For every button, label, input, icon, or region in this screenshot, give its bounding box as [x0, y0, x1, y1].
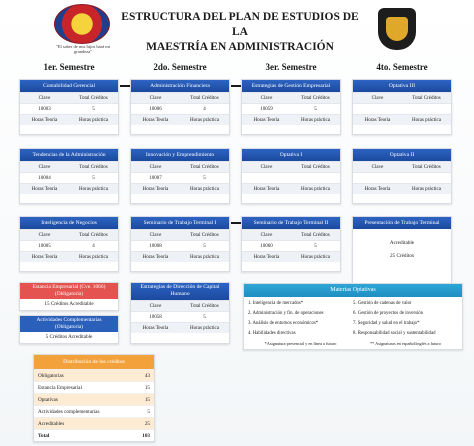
course-card: [130, 282, 230, 344]
course-card: [241, 148, 341, 204]
actividades-card: [19, 315, 119, 344]
horas-teoria-label: Horas Teoría: [364, 118, 391, 123]
creditos-label: Total Créditos: [412, 165, 441, 170]
optativa-item: 8. Responsabilidad social y sustentabilidad: [353, 331, 436, 336]
table-row: [34, 369, 154, 381]
course-title: Seminario de Trabajo Terminal I: [131, 217, 229, 229]
course-title: Estrategias de Dirección de Capital Humano: [131, 283, 229, 300]
horas-practica-label: Horas práctica: [78, 187, 108, 192]
course-code: [242, 173, 291, 183]
course-credits: 4: [92, 244, 95, 249]
clave-label: Clave: [38, 165, 51, 170]
course-code: [353, 173, 402, 183]
course-card: [352, 79, 452, 135]
course-code: 10059: [260, 107, 273, 112]
horas-practica-label: Horas práctica: [78, 118, 108, 123]
course-code: 10004: [38, 176, 51, 181]
clave-label: Clave: [149, 165, 162, 170]
course-title: Innovación y Emprendimiento: [131, 149, 229, 161]
horas-practica-label: Horas práctica: [411, 187, 441, 192]
course-credits: 5: [203, 315, 206, 320]
course-title: Seminario de Trabajo Terminal II: [242, 217, 340, 229]
course-title: Inteligencia de Negocios: [20, 217, 118, 229]
actividades-title: Actividades Complementarias (Obligatoria): [20, 316, 118, 332]
course-title: Administración Financiera: [131, 80, 229, 92]
row-value: 43: [144, 373, 150, 379]
row-value: 15: [144, 397, 150, 403]
horas-teoria-label: Horas Teoría: [253, 255, 280, 260]
course-card: [130, 216, 230, 272]
course-code: 10058: [149, 315, 162, 320]
creditos-label: Total Créditos: [190, 165, 219, 170]
optativa-item: 2. Administración y fin. de operaciones: [248, 311, 324, 316]
horas-practica-label: Horas práctica: [189, 118, 219, 123]
optativa-item: 7. Seguridad y salud en el trabajo*: [353, 321, 420, 326]
course-credits: [291, 173, 340, 183]
horas-teoria-label: Horas Teoría: [253, 187, 280, 192]
course-credits: 5: [203, 244, 206, 249]
course-code: 10003: [38, 107, 51, 112]
clave-label: Clave: [38, 96, 51, 101]
row-value: 5: [147, 409, 150, 415]
course-card: [241, 79, 341, 135]
horas-practica-label: Horas práctica: [300, 118, 330, 123]
horas-practica-label: Horas práctica: [78, 255, 108, 260]
horas-teoria-label: Horas Teoría: [31, 118, 58, 123]
course-code: 10005: [38, 244, 51, 249]
row-value: 103: [142, 433, 150, 439]
optativas-title: Materias Optativas: [244, 284, 462, 297]
clave-label: Clave: [149, 96, 162, 101]
optativas-note-1: *Asignatura presencial y en línea a futuro: [264, 341, 337, 346]
row-label: Actividades complementarias: [38, 409, 100, 415]
creditos-label: Total Créditos: [79, 233, 108, 238]
page-title: [120, 10, 360, 55]
horas-practica-label: Horas práctica: [189, 255, 219, 260]
semester-4-heading: 4to. Semestre: [376, 62, 428, 72]
course-credits: 5: [314, 244, 317, 249]
horas-practica-label: Horas práctica: [300, 187, 330, 192]
course-credits: [402, 104, 451, 114]
creditos-label: Total Créditos: [301, 233, 330, 238]
course-code: 10008: [149, 244, 162, 249]
motto: "El saber de mis hijos hará mi grandeza": [55, 44, 111, 55]
creditos-label: Total Créditos: [412, 96, 441, 101]
optativa-item: 6. Gestión de proyectos de inversión: [353, 311, 424, 316]
estancia-body: 15 Créditos Acreditable: [44, 301, 94, 307]
semester-2-heading: 2do. Semestre: [153, 62, 207, 72]
estancia-card: [19, 282, 119, 311]
course-card: [19, 148, 119, 204]
horas-practica-label: Horas práctica: [411, 118, 441, 123]
course-credits: 5: [203, 176, 206, 181]
course-card: [130, 79, 230, 135]
course-card: [241, 216, 341, 272]
optativa-item: 4. Habilidades directivas: [248, 331, 296, 336]
optativa-item: 1. Inteligencia de mercados*: [248, 301, 304, 306]
clave-label: Clave: [38, 233, 51, 238]
horas-practica-label: Horas práctica: [189, 187, 219, 192]
creditos-label: Total Créditos: [79, 165, 108, 170]
row-label: Total: [38, 433, 50, 439]
creditos-label: Total Créditos: [190, 96, 219, 101]
course-code: 10007: [149, 176, 162, 181]
row-value: 15: [144, 385, 150, 391]
course-title: Optativa III: [353, 80, 451, 92]
presentation-status: Acreditable: [389, 240, 415, 246]
optativa-item: 3. Análisis de entornos económicos*: [248, 321, 319, 326]
clave-label: Clave: [260, 165, 273, 170]
row-label: Estancia Empresarial: [38, 385, 82, 391]
horas-practica-label: Horas práctica: [300, 255, 330, 260]
presentation-card: [352, 216, 452, 286]
course-credits: [402, 173, 451, 183]
distribution-title: Distribución de los créditos: [34, 355, 154, 369]
course-card: [19, 79, 119, 135]
presentation-credits: 25 Créditos: [389, 253, 415, 259]
clave-label: Clave: [371, 165, 384, 170]
row-value: 25: [144, 421, 150, 427]
horas-teoria-label: Horas Teoría: [253, 118, 280, 123]
course-code: 10060: [260, 244, 273, 249]
course-credits: 5: [314, 107, 317, 112]
course-title: Optativa II: [353, 149, 451, 161]
course-code: 10006: [149, 107, 162, 112]
clave-label: Clave: [149, 304, 162, 309]
horas-teoria-label: Horas Teoría: [364, 187, 391, 192]
clave-label: Clave: [260, 96, 273, 101]
creditos-label: Total Créditos: [301, 96, 330, 101]
semester-1-heading: 1er. Semestre: [43, 62, 95, 72]
creditos-label: Total Créditos: [190, 233, 219, 238]
clave-label: Clave: [149, 233, 162, 238]
title-line-2: MAESTRÍA EN ADMINISTRACIÓN: [146, 40, 334, 53]
row-label: Optativas: [38, 397, 58, 403]
horas-teoria-label: Horas Teoría: [142, 326, 169, 331]
course-credits: 4: [203, 107, 206, 112]
table-row: [34, 381, 154, 393]
semester-3-heading: 3er. Semestre: [265, 62, 317, 72]
optativas-card: [243, 283, 463, 350]
table-row: [34, 417, 154, 429]
course-card: [130, 148, 230, 204]
presentation-title: Presentación de Trabajo Terminal: [353, 217, 451, 229]
course-title: Tendencias de la Administración: [20, 149, 118, 161]
table-row-total: [34, 429, 154, 441]
clave-label: Clave: [260, 233, 273, 238]
credit-distribution-table: [33, 354, 155, 442]
horas-practica-label: Horas práctica: [189, 326, 219, 331]
table-row: [34, 405, 154, 417]
creditos-label: Total Créditos: [190, 304, 219, 309]
creditos-label: Total Créditos: [79, 96, 108, 101]
university-seal-logo: [54, 4, 110, 44]
faculty-logo: [378, 8, 416, 50]
actividades-body: 5 Créditos Acreditable: [45, 334, 93, 340]
course-title: Estrategias de Gestión Empresarial: [242, 80, 340, 92]
horas-teoria-label: Horas Teoría: [142, 118, 169, 123]
row-label: Acreditables: [38, 421, 65, 427]
optativas-note-2: ** Asignaturas en español/inglés a futuro: [369, 341, 441, 346]
optativa-item: 5. Gestión de cadenas de valor: [353, 301, 412, 306]
title-line-1: ESTRUCTURA DEL PLAN DE ESTUDIOS DE LA: [121, 11, 359, 38]
course-card: [19, 216, 119, 272]
horas-teoria-label: Horas Teoría: [142, 187, 169, 192]
table-row: [34, 393, 154, 405]
creditos-label: Total Créditos: [301, 165, 330, 170]
horas-teoria-label: Horas Teoría: [142, 255, 169, 260]
course-title: Contabilidad Gerencial: [20, 80, 118, 92]
course-card: [352, 148, 452, 204]
horas-teoria-label: Horas Teoría: [31, 187, 58, 192]
course-credits: 5: [92, 107, 95, 112]
clave-label: Clave: [371, 96, 384, 101]
course-credits: 5: [92, 176, 95, 181]
estancia-title: Estancia Empresarial (Cve. 1066) (Obligatoria): [20, 283, 118, 299]
course-code: [353, 104, 402, 114]
horas-teoria-label: Horas Teoría: [31, 255, 58, 260]
course-title: Optativa I: [242, 149, 340, 161]
row-label: Obligatorias: [38, 373, 64, 379]
